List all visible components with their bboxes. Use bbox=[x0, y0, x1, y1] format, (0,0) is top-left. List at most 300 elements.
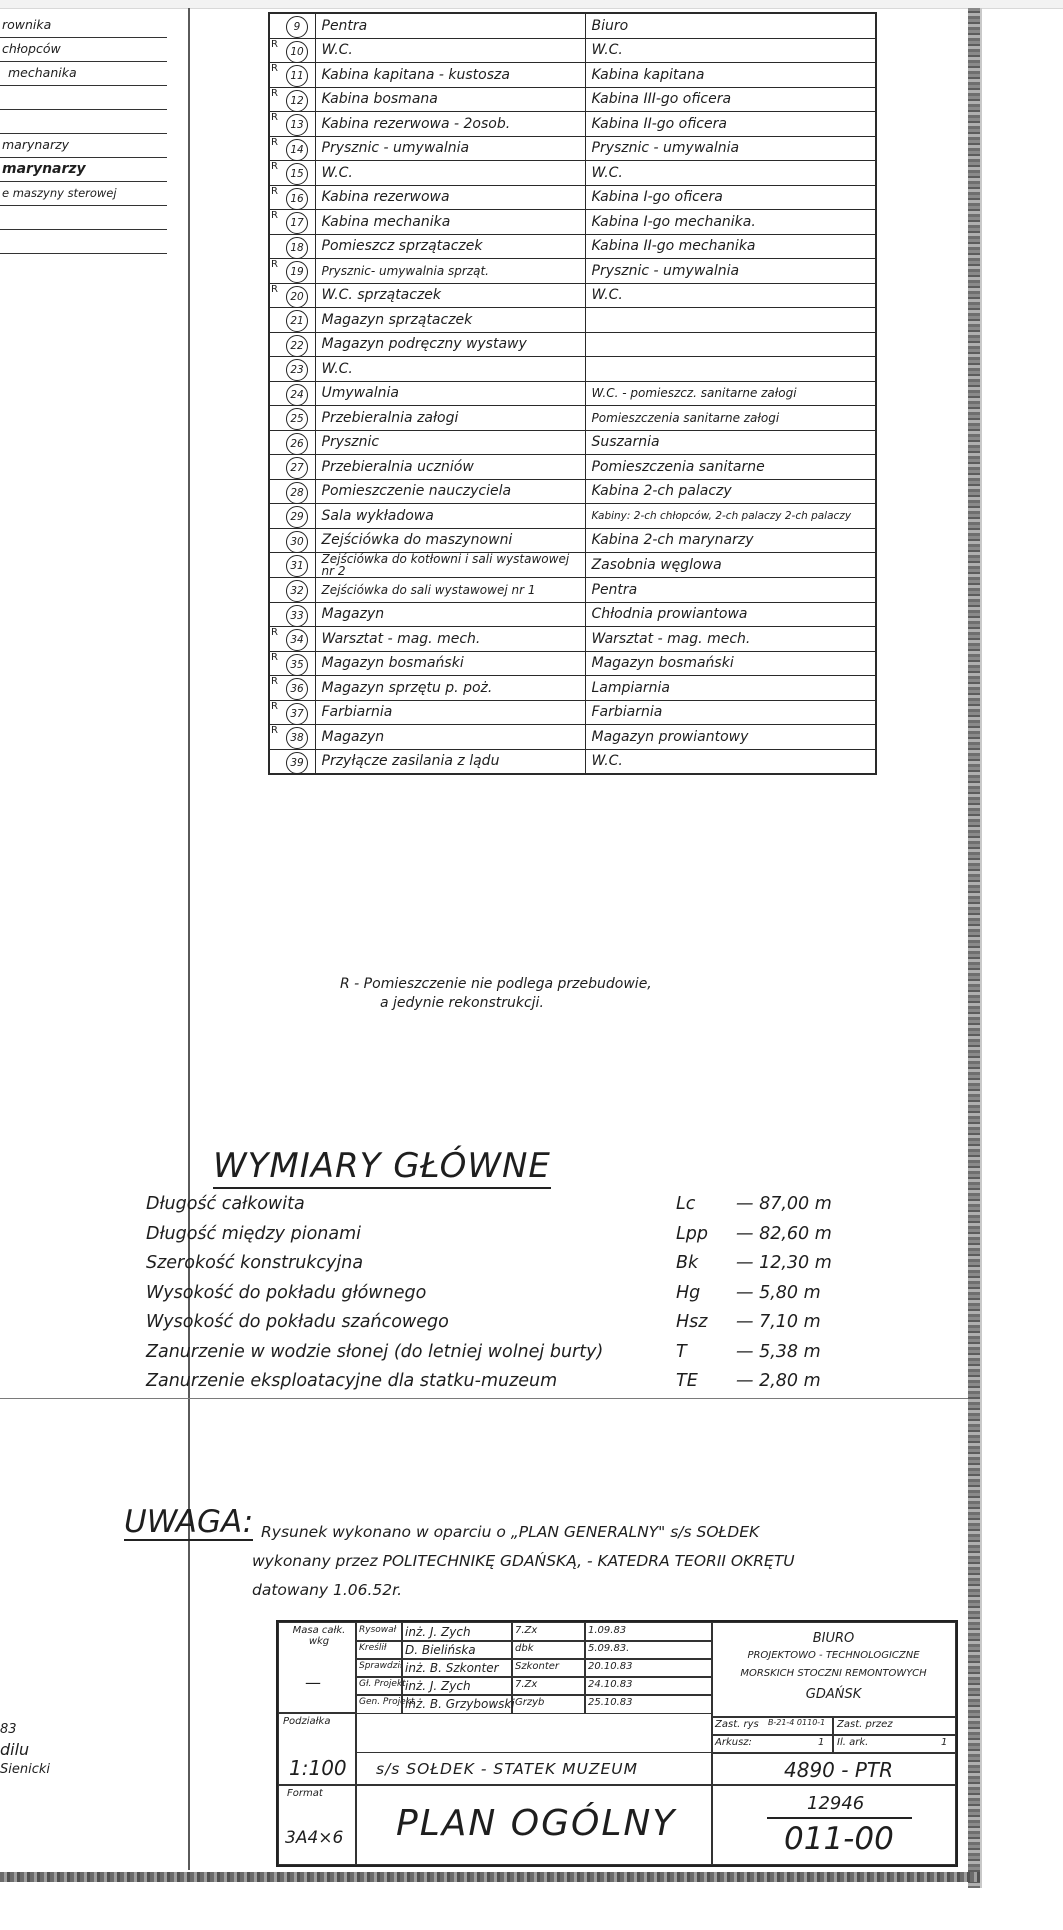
dimension-row bbox=[146, 1223, 832, 1250]
room-original-use: Magazyn bosmański bbox=[585, 651, 876, 676]
dimension-value: — 87,00 m bbox=[736, 1194, 832, 1214]
left-list-item bbox=[0, 86, 167, 110]
room-new-use: Magazyn sprzętu p. poż. bbox=[315, 676, 585, 701]
room-number: 15 bbox=[286, 163, 308, 185]
dimension-symbol: Lc bbox=[676, 1194, 696, 1214]
room-original-use: W.C. bbox=[585, 161, 876, 186]
sheet-count-value: 1 bbox=[941, 1737, 948, 1748]
room-new-use: Magazyn bbox=[315, 725, 585, 750]
role-role: Sprawdził bbox=[359, 1661, 403, 1671]
role-cell bbox=[584, 1640, 713, 1660]
room-row bbox=[269, 504, 876, 529]
room-row bbox=[269, 578, 876, 603]
note-line: Rysunek wykonano w oparciu o „PLAN GENERALNY" s/s SOŁDEK bbox=[261, 1523, 760, 1541]
role-cell bbox=[401, 1694, 513, 1714]
note-line: wykonany przez POLITECHNIKĘ GDAŃSKĄ, - KATEDRA TEORII OKRĘTU bbox=[252, 1552, 795, 1570]
room-new-use: Kabina rezerwowa bbox=[315, 185, 585, 210]
blank-cell bbox=[355, 1712, 713, 1753]
room-new-use: Przyłącze zasilania z lądu bbox=[315, 749, 585, 774]
dimension-value: — 5,80 m bbox=[736, 1282, 821, 1303]
sheet-number-top: 12946 bbox=[807, 1793, 865, 1814]
room-number-cell bbox=[269, 381, 315, 406]
room-number: 18 bbox=[286, 237, 308, 259]
room-number: 33 bbox=[286, 605, 308, 627]
dimension-row bbox=[146, 1371, 826, 1397]
room-new-use: Zejściówka do maszynowni bbox=[315, 528, 585, 553]
room-row bbox=[269, 210, 876, 235]
room-row bbox=[269, 13, 876, 38]
room-new-use: Kabina mechanika bbox=[315, 210, 585, 235]
scale-value: 1:100 bbox=[289, 1756, 347, 1780]
room-original-use: Farbiarnia bbox=[585, 700, 876, 725]
room-number: 35 bbox=[286, 654, 308, 676]
left-partial-list bbox=[0, 14, 167, 254]
room-row bbox=[269, 627, 876, 652]
role-sig: 7.Zx bbox=[515, 1679, 538, 1690]
room-number-cell bbox=[269, 528, 315, 553]
frame-line-left bbox=[188, 8, 190, 1870]
room-original-use: Pomieszczenia sanitarne bbox=[585, 455, 876, 480]
left-margin-name: Sienicki bbox=[0, 1762, 51, 1777]
room-number: 23 bbox=[286, 359, 308, 381]
replaced-by-label: Zast. przez bbox=[837, 1719, 893, 1730]
room-new-use: Warsztat - mag. mech. bbox=[315, 627, 585, 652]
room-number-cell bbox=[269, 430, 315, 455]
room-original-use: Kabina kapitana bbox=[585, 63, 876, 88]
room-original-use: Prysznic - umywalnia bbox=[585, 259, 876, 284]
room-number-cell bbox=[269, 161, 315, 186]
role-sig: Grzyb bbox=[515, 1697, 545, 1708]
dimension-row bbox=[146, 1312, 826, 1338]
room-number-cell bbox=[269, 406, 315, 431]
room-number: 38 bbox=[286, 727, 308, 749]
format-value: 3A4×6 bbox=[285, 1828, 344, 1848]
room-number-cell bbox=[269, 627, 315, 652]
room-number-cell bbox=[269, 87, 315, 112]
room-original-use: Pentra bbox=[585, 578, 876, 603]
room-number: 11 bbox=[286, 65, 308, 87]
room-new-use: Zejściówka do sali wystawowej nr 1 bbox=[315, 578, 585, 603]
reconstruction-mark: R bbox=[271, 112, 278, 123]
note-title: UWAGA: bbox=[124, 1504, 254, 1540]
room-original-use: Warsztat - mag. mech. bbox=[585, 627, 876, 652]
dimension-label: Wysokość do pokładu szańcowego bbox=[146, 1312, 449, 1332]
room-original-use bbox=[585, 357, 876, 382]
dimension-symbol: Bk bbox=[676, 1253, 699, 1273]
sheet-value: 1 bbox=[818, 1737, 825, 1748]
room-original-use: W.C. bbox=[585, 749, 876, 774]
room-number-cell bbox=[269, 259, 315, 284]
room-number-cell bbox=[269, 602, 315, 627]
role-date: 1.09.83 bbox=[588, 1625, 627, 1636]
room-original-use: Suszarnia bbox=[585, 430, 876, 455]
room-new-use: Prysznic bbox=[315, 430, 585, 455]
dimension-row bbox=[146, 1342, 826, 1368]
room-original-use: Kabina 2-ch palaczy bbox=[585, 479, 876, 504]
mass-label: Masa całk. wkg bbox=[292, 1625, 346, 1647]
room-new-use: Pomieszczenie nauczyciela bbox=[315, 479, 585, 504]
room-number-cell bbox=[269, 553, 315, 578]
role-cell bbox=[511, 1676, 586, 1696]
dimension-value: — 7,10 m bbox=[736, 1312, 821, 1332]
room-row bbox=[269, 430, 876, 455]
sheet-count-label: Il. ark. bbox=[837, 1737, 869, 1748]
room-new-use: Magazyn bosmański bbox=[315, 651, 585, 676]
dimension-symbol: Hsz bbox=[676, 1312, 708, 1332]
reconstruction-mark: R bbox=[271, 627, 278, 638]
room-row bbox=[269, 749, 876, 774]
room-original-use: Kabina II-go mechanika bbox=[585, 234, 876, 259]
room-original-use: Lampiarnia bbox=[585, 676, 876, 701]
frame-line-horizontal bbox=[0, 1398, 968, 1399]
note-text bbox=[252, 1518, 795, 1605]
plan-title-cell bbox=[355, 1784, 713, 1865]
role-name: inż. B. Grzybowski bbox=[405, 1697, 515, 1711]
room-number-cell bbox=[269, 283, 315, 308]
reconstruction-mark: R bbox=[271, 185, 278, 197]
reconstruction-mark: R bbox=[271, 210, 278, 221]
top-border bbox=[0, 0, 1063, 9]
room-number: 22 bbox=[286, 335, 308, 357]
room-row bbox=[269, 112, 876, 137]
room-original-use: Chłodnia prowiantowa bbox=[585, 602, 876, 627]
format-cell bbox=[278, 1784, 357, 1865]
room-number-cell bbox=[269, 749, 315, 774]
mass-value: — bbox=[305, 1673, 321, 1692]
room-number: 31 bbox=[286, 555, 308, 577]
dimensions-title: WYMIARY GŁÓWNE bbox=[213, 1146, 551, 1189]
footnote bbox=[340, 975, 800, 1013]
room-row bbox=[269, 332, 876, 357]
room-row bbox=[269, 161, 876, 186]
room-original-use bbox=[585, 308, 876, 333]
dimension-label: Długość całkowita bbox=[146, 1194, 305, 1214]
drawing-number: 4890 - PTR bbox=[784, 1758, 894, 1782]
left-list-item: marynarzy bbox=[0, 134, 167, 158]
room-original-use: Pomieszczenia sanitarne załogi bbox=[585, 406, 876, 431]
office-cell bbox=[711, 1622, 956, 1718]
room-row bbox=[269, 136, 876, 161]
role-cell bbox=[401, 1640, 513, 1660]
format-label: Format bbox=[287, 1788, 323, 1799]
note-line: datowany 1.06.52r. bbox=[252, 1581, 403, 1599]
room-row bbox=[269, 553, 876, 578]
room-new-use: Kabina rezerwowa - 2osob. bbox=[315, 112, 585, 137]
title-block bbox=[276, 1620, 958, 1867]
role-cell bbox=[355, 1658, 403, 1678]
left-list-item bbox=[0, 206, 167, 230]
room-row bbox=[269, 87, 876, 112]
room-row bbox=[269, 651, 876, 676]
room-row bbox=[269, 308, 876, 333]
scan-edge-right-margin bbox=[980, 8, 982, 1888]
role-date: 24.10.83 bbox=[588, 1679, 633, 1690]
room-number-cell bbox=[269, 479, 315, 504]
role-cell bbox=[355, 1640, 403, 1660]
room-number-cell bbox=[269, 651, 315, 676]
office-line: GDAŃSK bbox=[805, 1687, 862, 1702]
role-cell bbox=[511, 1640, 586, 1660]
room-number: 28 bbox=[286, 482, 308, 504]
room-row bbox=[269, 259, 876, 284]
role-cell bbox=[584, 1676, 713, 1696]
room-original-use: Zasobnia węglowa bbox=[585, 553, 876, 578]
room-number-cell bbox=[269, 63, 315, 88]
room-number: 17 bbox=[286, 212, 308, 234]
scan-edge-right bbox=[968, 8, 980, 1888]
role-name: inż. J. Zych bbox=[405, 1679, 471, 1693]
room-original-use: Kabina II-go oficera bbox=[585, 112, 876, 137]
room-number: 29 bbox=[286, 506, 308, 528]
room-number-cell bbox=[269, 13, 315, 38]
room-new-use: Sala wykładowa bbox=[315, 504, 585, 529]
room-new-use: Prysznic - umywalnia bbox=[315, 136, 585, 161]
dimension-symbol: Hg bbox=[676, 1282, 701, 1303]
reconstruction-mark: R bbox=[271, 725, 278, 736]
role-date: 25.10.83 bbox=[588, 1697, 633, 1708]
role-cell bbox=[401, 1658, 513, 1678]
dimension-label: Zanurzenie w wodzie słonej (do letniej wolnej burty) bbox=[146, 1341, 604, 1362]
room-new-use: Prysznic- umywalnia sprząt. bbox=[315, 259, 585, 284]
left-list-item: mechanika bbox=[0, 62, 167, 86]
dimension-label: Szerokość konstrukcyjna bbox=[146, 1253, 364, 1273]
room-row bbox=[269, 700, 876, 725]
role-role: Kreślił bbox=[359, 1643, 387, 1653]
left-list-item: marynarzy bbox=[0, 158, 167, 182]
room-number: 19 bbox=[286, 261, 308, 283]
role-date: 5.09.83. bbox=[588, 1643, 630, 1654]
room-new-use: W.C. bbox=[315, 161, 585, 186]
room-new-use: W.C. bbox=[315, 38, 585, 63]
room-number-cell bbox=[269, 136, 315, 161]
room-row bbox=[269, 455, 876, 480]
room-number-cell bbox=[269, 332, 315, 357]
reconstruction-mark: R bbox=[271, 283, 278, 295]
role-name: inż. J. Zych bbox=[405, 1625, 471, 1639]
office-line: BIURO bbox=[812, 1631, 855, 1646]
room-number-cell bbox=[269, 112, 315, 137]
room-number-cell bbox=[269, 504, 315, 529]
role-cell bbox=[355, 1694, 415, 1714]
role-cell bbox=[584, 1694, 713, 1714]
left-list-item: chłopców bbox=[0, 38, 167, 62]
room-row bbox=[269, 38, 876, 63]
room-number-cell bbox=[269, 185, 315, 210]
room-row bbox=[269, 185, 876, 210]
dimension-value: — 82,60 m bbox=[736, 1223, 832, 1244]
drawing-number-cell bbox=[711, 1752, 956, 1786]
room-number-cell bbox=[269, 357, 315, 382]
dimension-symbol: Lpp bbox=[676, 1223, 708, 1244]
scale-cell bbox=[278, 1712, 357, 1786]
dimension-row bbox=[146, 1194, 832, 1220]
room-row bbox=[269, 528, 876, 553]
room-number: 26 bbox=[286, 433, 308, 455]
room-number-cell bbox=[269, 455, 315, 480]
room-new-use: Zejściówka do kotłowni i sali wystawowej nr 2 bbox=[315, 553, 585, 578]
room-number: 30 bbox=[286, 531, 308, 553]
role-cell bbox=[584, 1658, 713, 1678]
room-number-cell bbox=[269, 210, 315, 235]
room-new-use: Pentra bbox=[315, 13, 585, 38]
room-number-cell bbox=[269, 700, 315, 725]
room-new-use: Umywalnia bbox=[315, 381, 585, 406]
dimension-row bbox=[146, 1253, 832, 1279]
role-role: Gł. Projekt bbox=[359, 1679, 406, 1689]
left-list-item: rownika bbox=[0, 14, 167, 38]
room-new-use: Pomieszcz sprzątaczek bbox=[315, 234, 585, 259]
footnote-line: R - Pomieszczenie nie podlega przebudowie, bbox=[340, 976, 652, 992]
role-sig: Szkonter bbox=[515, 1661, 560, 1672]
room-new-use: Magazyn bbox=[315, 602, 585, 627]
office-line: MORSKICH STOCZNI REMONTOWYCH bbox=[740, 1668, 927, 1679]
room-new-use: Magazyn podręczny wystawy bbox=[315, 332, 585, 357]
room-number: 9 bbox=[286, 16, 308, 38]
room-row bbox=[269, 406, 876, 431]
scale-label: Podziałka bbox=[283, 1716, 331, 1727]
reconstruction-mark: R bbox=[271, 700, 278, 712]
sheet-count-cell bbox=[832, 1734, 956, 1754]
room-number-cell bbox=[269, 234, 315, 259]
role-sig: dbk bbox=[515, 1643, 534, 1654]
room-number: 36 bbox=[286, 678, 308, 700]
role-cell bbox=[401, 1622, 513, 1642]
room-original-use: W.C. - pomieszcz. sanitarne załogi bbox=[585, 381, 876, 406]
reconstruction-mark: R bbox=[271, 651, 278, 663]
left-margin-signature-text: dilu bbox=[0, 1740, 30, 1759]
dimension-label: Wysokość do pokładu głównego bbox=[146, 1282, 427, 1303]
replaced-drawing-cell bbox=[711, 1716, 834, 1736]
room-original-use: Prysznic - umywalnia bbox=[585, 136, 876, 161]
reconstruction-mark: R bbox=[271, 87, 278, 99]
sheet-number-cell bbox=[711, 1784, 956, 1865]
role-cell bbox=[511, 1658, 586, 1678]
dimension-value: — 5,38 m bbox=[736, 1341, 821, 1362]
reconstruction-mark: R bbox=[271, 259, 278, 270]
sheet-number-bottom: 011-00 bbox=[784, 1821, 894, 1857]
room-number: 20 bbox=[286, 286, 308, 308]
left-margin-text: 83 bbox=[0, 1722, 17, 1737]
room-original-use bbox=[585, 332, 876, 357]
role-cell bbox=[401, 1676, 513, 1696]
ship-name-cell bbox=[355, 1752, 713, 1786]
room-number: 32 bbox=[286, 580, 308, 602]
office-line: PROJEKTOWO - TECHNOLOGICZNE bbox=[747, 1650, 920, 1661]
room-number: 37 bbox=[286, 703, 308, 725]
room-original-use: W.C. bbox=[585, 283, 876, 308]
room-number: 27 bbox=[286, 457, 308, 479]
reconstruction-mark: R bbox=[271, 676, 278, 687]
room-original-use: Magazyn prowiantowy bbox=[585, 725, 876, 750]
room-original-use: Kabina I-go mechanika. bbox=[585, 210, 876, 235]
room-number: 10 bbox=[286, 41, 308, 63]
sheet-cell bbox=[711, 1734, 834, 1754]
reconstruction-mark: R bbox=[271, 161, 278, 172]
role-sig: 7.Zx bbox=[515, 1625, 538, 1636]
rooms-table bbox=[268, 12, 877, 775]
room-row bbox=[269, 381, 876, 406]
dimension-label: Długość między pionami bbox=[146, 1223, 361, 1244]
fraction-line bbox=[767, 1817, 912, 1819]
dimension-symbol: TE bbox=[676, 1371, 698, 1391]
reconstruction-mark: R bbox=[271, 136, 278, 148]
dimension-value: — 12,30 m bbox=[736, 1253, 832, 1273]
room-row bbox=[269, 234, 876, 259]
room-row bbox=[269, 357, 876, 382]
room-number-cell bbox=[269, 38, 315, 63]
role-role: Gen. Projekt bbox=[359, 1697, 415, 1707]
room-row bbox=[269, 479, 876, 504]
role-cell bbox=[511, 1694, 586, 1714]
footnote-line: a jedynie rekonstrukcji. bbox=[380, 995, 544, 1011]
room-new-use: Farbiarnia bbox=[315, 700, 585, 725]
left-list-item bbox=[0, 110, 167, 134]
room-original-use: W.C. bbox=[585, 38, 876, 63]
room-new-use: W.C. bbox=[315, 357, 585, 382]
role-cell bbox=[511, 1622, 586, 1642]
role-cell bbox=[355, 1622, 403, 1642]
room-new-use: Magazyn sprzątaczek bbox=[315, 308, 585, 333]
ship-name: s/s SOŁDEK - STATEK MUZEUM bbox=[376, 1760, 638, 1778]
room-new-use: Kabina bosmana bbox=[315, 87, 585, 112]
room-number: 39 bbox=[286, 752, 308, 774]
room-original-use: Kabina III-go oficera bbox=[585, 87, 876, 112]
reconstruction-mark: R bbox=[271, 63, 278, 74]
room-row bbox=[269, 676, 876, 701]
room-row bbox=[269, 63, 876, 88]
role-cell bbox=[584, 1622, 713, 1642]
room-number-cell bbox=[269, 676, 315, 701]
room-number: 25 bbox=[286, 408, 308, 430]
reconstruction-mark: R bbox=[271, 38, 278, 50]
room-number: 12 bbox=[286, 90, 308, 112]
room-number: 24 bbox=[286, 384, 308, 406]
room-number-cell bbox=[269, 725, 315, 750]
room-row bbox=[269, 725, 876, 750]
dimension-label: Zanurzenie eksploatacyjne dla statku-muzeum bbox=[146, 1371, 558, 1391]
room-number: 21 bbox=[286, 310, 308, 332]
room-row bbox=[269, 283, 876, 308]
room-new-use: Kabina kapitana - kustosza bbox=[315, 63, 585, 88]
scan-edge-bottom bbox=[0, 1872, 980, 1882]
room-number: 13 bbox=[286, 114, 308, 136]
room-number-cell bbox=[269, 308, 315, 333]
role-name: inż. B. Szkonter bbox=[405, 1661, 499, 1675]
room-new-use: W.C. sprzątaczek bbox=[315, 283, 585, 308]
replaced-drawing-label: Zast. rys bbox=[715, 1719, 759, 1730]
room-number: 14 bbox=[286, 139, 308, 161]
room-original-use: Kabiny: 2-ch chłopców, 2-ch palaczy 2-ch palaczy bbox=[585, 504, 876, 529]
mass-cell bbox=[278, 1622, 357, 1714]
dimension-value: — 2,80 m bbox=[736, 1371, 821, 1391]
role-role: Rysował bbox=[359, 1625, 397, 1635]
replaced-drawing-value: B-21-4 0110-1 bbox=[768, 1718, 826, 1727]
role-name: D. Bielińska bbox=[405, 1643, 476, 1657]
room-number-cell bbox=[269, 578, 315, 603]
room-number: 16 bbox=[286, 188, 308, 210]
plan-title: PLAN OGÓLNY bbox=[396, 1803, 677, 1844]
left-list-item: e maszyny sterowej bbox=[0, 182, 167, 206]
dimension-symbol: T bbox=[676, 1341, 687, 1362]
room-number: 34 bbox=[286, 629, 308, 651]
dimension-row bbox=[146, 1283, 826, 1309]
left-list-item bbox=[0, 230, 167, 254]
room-original-use: Kabina 2-ch marynarzy bbox=[585, 528, 876, 553]
left-margin-signature bbox=[0, 1720, 50, 1780]
room-original-use: Kabina I-go oficera bbox=[585, 185, 876, 210]
role-cell bbox=[355, 1676, 406, 1696]
replaced-by-cell bbox=[832, 1716, 956, 1736]
